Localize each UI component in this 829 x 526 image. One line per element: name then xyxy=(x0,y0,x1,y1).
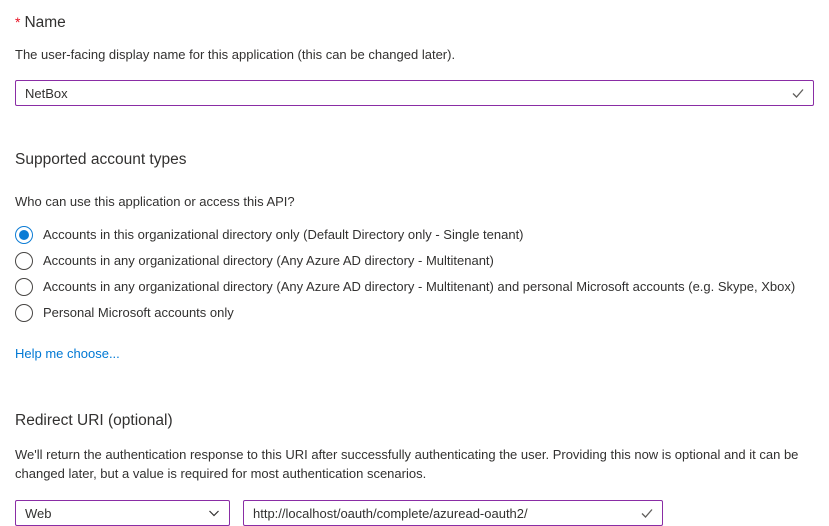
name-input[interactable] xyxy=(16,81,813,105)
radio-button-icon[interactable] xyxy=(15,252,33,270)
redirect-uri-section xyxy=(15,411,814,526)
name-input-container xyxy=(15,80,814,106)
platform-select-value: Web xyxy=(25,505,52,521)
name-label: Name xyxy=(24,14,66,31)
account-type-options xyxy=(15,222,814,326)
redirect-uri-title: Redirect URI (optional) xyxy=(15,412,173,429)
required-asterisk: * xyxy=(15,14,21,30)
chevron-down-icon xyxy=(206,505,222,521)
redirect-uri-input[interactable] xyxy=(244,501,662,525)
name-description: The user-facing display name for this application (this can be changed later). xyxy=(15,47,456,62)
redirect-uri-input-container xyxy=(243,500,663,526)
account-types-question: Who can use this application or access this API? xyxy=(15,194,295,209)
radio-button-icon[interactable] xyxy=(15,278,33,296)
name-section xyxy=(15,12,814,106)
radio-button-icon[interactable] xyxy=(15,304,33,322)
account-type-option[interactable] xyxy=(15,274,814,300)
account-type-option-label: Accounts in this organizational directory only (Default Directory only - Single tenant) xyxy=(43,227,524,242)
help-me-choose-link[interactable]: Help me choose... xyxy=(15,346,120,361)
account-type-option-label: Personal Microsoft accounts only xyxy=(43,305,234,320)
redirect-uri-description: We'll return the authentication response to this URI after successfully authenticating the user. Providing this now is optional and it can be changed later, but a value is required for most authentication scenarios. xyxy=(15,447,799,481)
app-registration-form xyxy=(15,12,814,526)
account-type-option[interactable] xyxy=(15,222,814,248)
account-type-option-label: Accounts in any organizational directory (Any Azure AD directory - Multitenant) and personal Microsoft accounts (e.g. Skype, Xbox) xyxy=(43,279,796,294)
name-section-title xyxy=(15,12,814,33)
account-type-option[interactable] xyxy=(15,248,814,274)
redirect-uri-controls xyxy=(15,500,814,526)
platform-select[interactable] xyxy=(15,500,230,526)
account-type-option-label: Accounts in any organizational directory (Any Azure AD directory - Multitenant) xyxy=(43,253,494,268)
account-types-title: Supported account types xyxy=(15,151,187,168)
account-type-option[interactable] xyxy=(15,300,814,326)
radio-button-icon[interactable] xyxy=(15,226,33,244)
supported-account-types-section xyxy=(15,150,814,363)
